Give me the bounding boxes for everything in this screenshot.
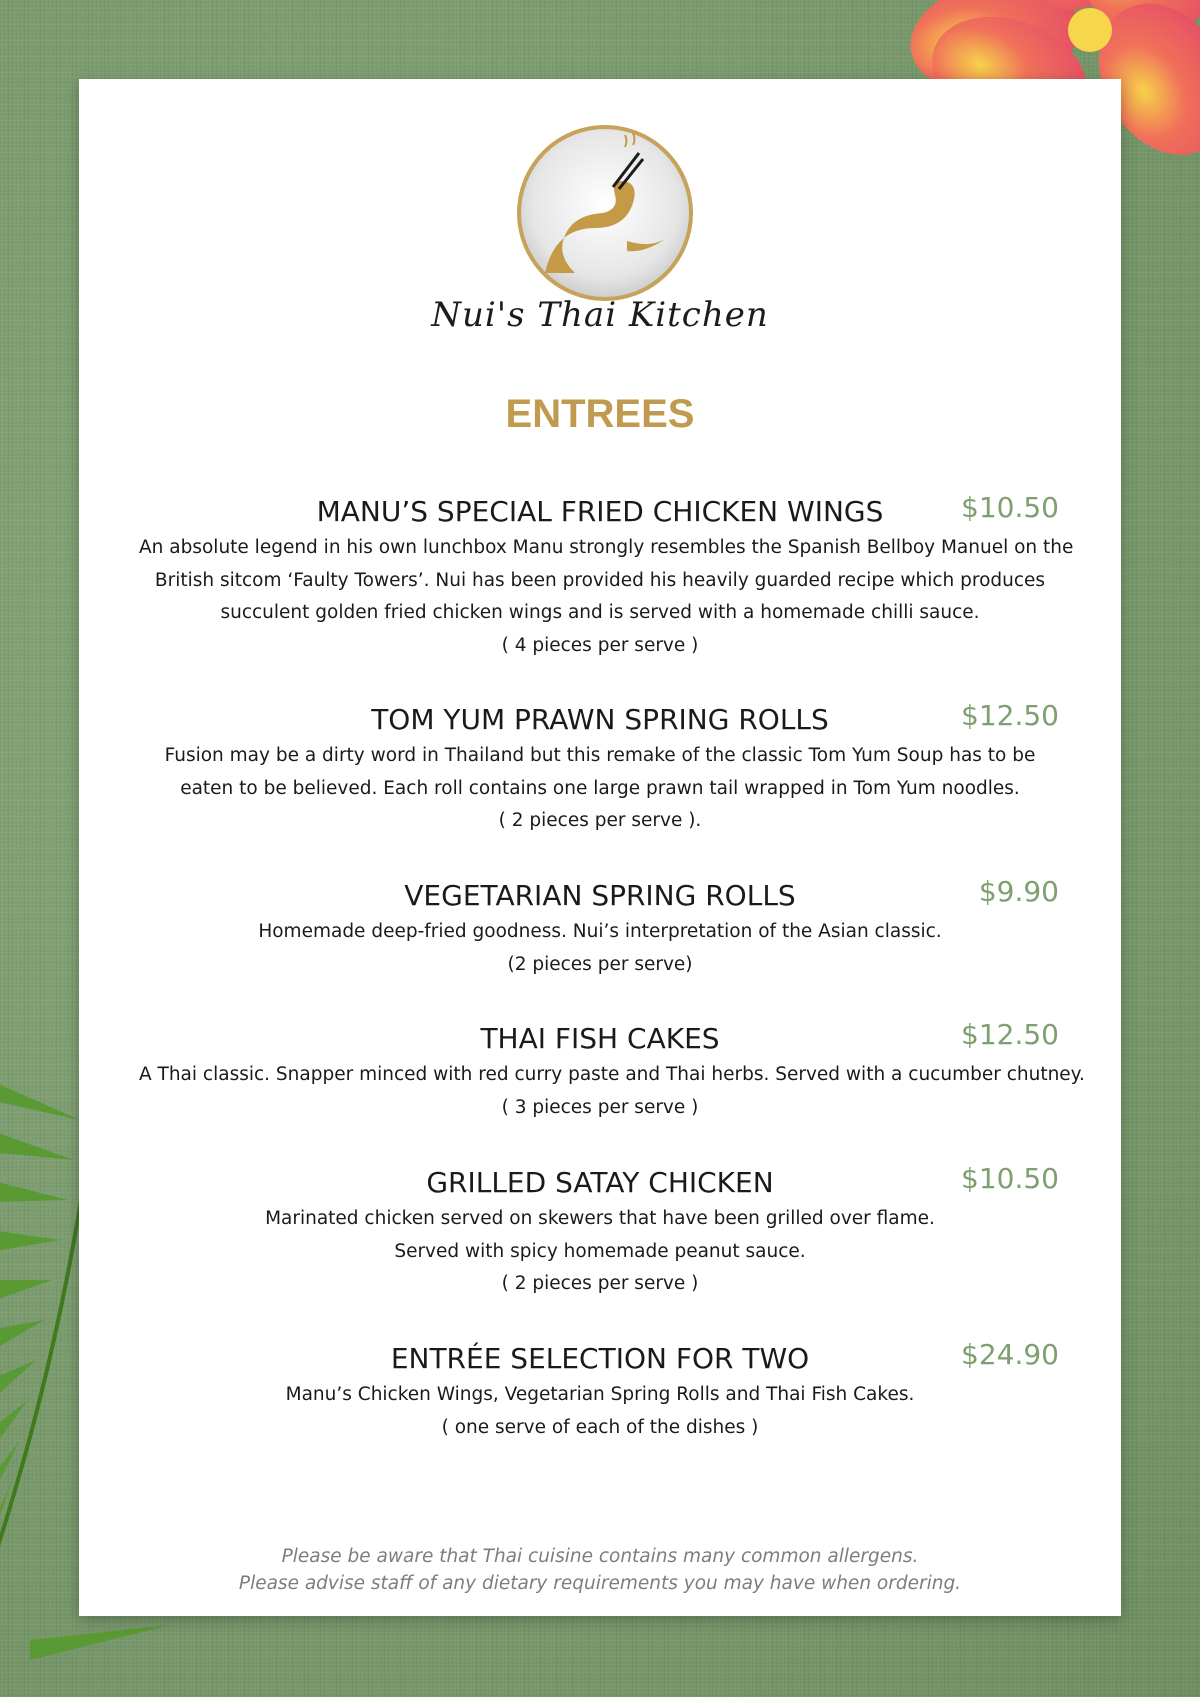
item-description <box>139 532 1074 662</box>
item-price: $10.50 <box>961 491 1059 524</box>
menu-item <box>79 1163 1121 1301</box>
serving-note: ( 2 pieces per serve ) <box>501 1273 699 1294</box>
item-description <box>139 1379 1061 1444</box>
item-description <box>139 740 1061 838</box>
serving-note: ( 2 pieces per serve ). <box>498 810 702 831</box>
allergen-notice-line: Please advise staff of any dietary requirements you may have when ordering. <box>238 1573 962 1594</box>
section-title: ENTREES <box>505 392 695 436</box>
serving-note: ( one serve of each of the dishes ) <box>441 1416 759 1438</box>
brand-name: Nui's Thai Kitchen <box>431 295 769 335</box>
item-price: $24.90 <box>961 1338 1059 1371</box>
menu-item <box>79 1339 1121 1444</box>
description-line: An absolute legend in his own lunchbox Manu strongly resembles the Spanish Bellboy Manuel on the <box>139 537 1074 558</box>
serving-note: ( 3 pieces per serve ) <box>501 1096 699 1118</box>
menu-card <box>79 79 1121 1616</box>
allergen-notice-line: Please be aware that Thai cuisine contains many common allergens. <box>281 1546 919 1567</box>
item-price: $12.50 <box>961 699 1059 732</box>
description-line: Marinated chicken served on skewers that have been grilled over flame. <box>265 1208 935 1229</box>
item-name: MANU’S SPECIAL FRIED CHICKEN WINGS <box>316 495 884 528</box>
description-line: Fusion may be a dirty word in Thailand but this remake of the classic Tom Yum Soup has to be <box>164 745 1036 766</box>
item-price: $12.50 <box>961 1018 1059 1051</box>
description-line: eaten to be believed. Each roll contains one large prawn tail wrapped in Tom Yum noodles. <box>180 777 1020 799</box>
item-name: THAI FISH CAKES <box>480 1022 720 1055</box>
allergen-notice <box>79 1543 1121 1597</box>
description-line: Served with spicy homemade peanut sauce. <box>394 1240 806 1262</box>
item-description <box>139 1203 1061 1301</box>
menu-item <box>79 1019 1121 1124</box>
serving-note: (2 pieces per serve) <box>507 953 693 975</box>
menu-item <box>79 492 1121 662</box>
item-name: ENTRÉE SELECTION FOR TWO <box>390 1342 810 1375</box>
description-line: succulent golden fried chicken wings and is served with a homemade chilli sauce. <box>220 602 980 623</box>
description-line: A Thai classic. Snapper minced with red curry paste and Thai herbs. Served with a cucumber chutney. <box>139 1064 1085 1085</box>
item-name: VEGETARIAN SPRING ROLLS <box>404 879 796 912</box>
description-line: Manu’s Chicken Wings, Vegetarian Spring Rolls and Thai Fish Cakes. <box>285 1384 915 1405</box>
item-price: $9.90 <box>978 875 1059 908</box>
menu-item <box>79 700 1121 838</box>
description-line: Homemade deep-fried goodness. Nui’s interpretation of the Asian classic. <box>258 921 942 942</box>
item-description <box>139 916 1061 981</box>
menu-item <box>79 876 1121 981</box>
crane-chopsticks-logo-icon <box>515 123 695 303</box>
item-description <box>139 1059 1085 1124</box>
serving-note: ( 4 pieces per serve ) <box>501 634 699 656</box>
item-price: $10.50 <box>961 1162 1059 1195</box>
item-name: GRILLED SATAY CHICKEN <box>426 1166 774 1199</box>
item-name: TOM YUM PRAWN SPRING ROLLS <box>371 703 829 736</box>
description-line: British sitcom ‘Faulty Towers’. Nui has been provided his heavily guarded recipe which produces <box>154 569 1046 591</box>
